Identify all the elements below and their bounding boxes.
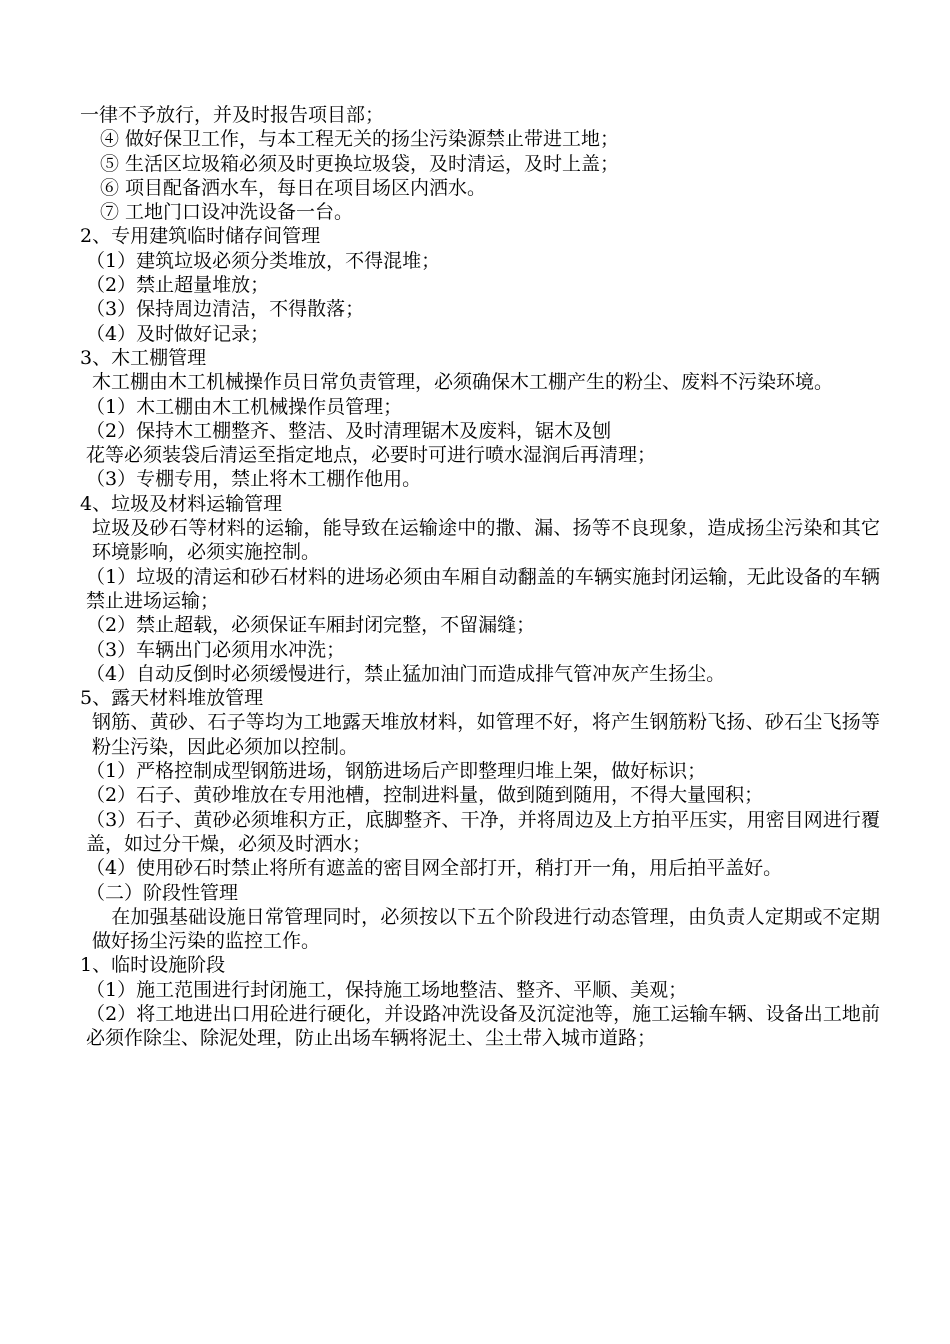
section-line: 4、垃圾及材料运输管理 [80, 492, 283, 515]
paragraph-line: ⑦ 工地门口设冲洗设备一台。 [100, 201, 354, 224]
paragraph-line: 木工棚由木工机械操作员日常负责管理，必须确保木工棚产生的粉尘、废料不污染环境。 [92, 371, 834, 394]
section-line: 1、临时设施阶段 [80, 954, 226, 977]
section-line: 2、专用建筑临时储存间管理 [80, 225, 321, 248]
section-line: 一律不予放行，并及时报告项目部； [80, 104, 385, 126]
paragraph-line: （3）保持周边清洁，不得散落； [86, 298, 365, 321]
paragraph-line: （2）禁止超量堆放； [86, 274, 270, 297]
paragraph-line: （4）使用砂石时禁止将所有遮盖的密目网全部打开，稍打开一角，用后拍平盖好。 [86, 857, 783, 880]
section-line: 5、露天材料堆放管理 [80, 687, 264, 710]
paragraph-line: （1）木工棚由木工机械操作员管理； [86, 395, 403, 418]
paragraph-line: （4）自动反倒时必须缓慢进行，禁止猛加油门而造成排气管冲灰产生扬尘。 [86, 662, 726, 685]
paragraph-line: 花等必须装袋后清运至指定地点，必要时可进行喷水湿润后再清理； [86, 444, 657, 467]
paragraph-line: （4）及时做好记录； [86, 322, 270, 345]
paragraph-line: （1）垃圾的清运和砂石材料的进场必须由车厢自动翻盖的车辆实施封闭运输，无此设备的车辆禁止进场运输； [86, 565, 880, 612]
paragraph-line: ④ 做好保卫工作，与本工程无关的扬尘污染源禁止带进工地； [100, 128, 620, 151]
paragraph-line: ⑥ 项目配备洒水车，每日在项目场区内洒水。 [100, 176, 487, 199]
paragraph-line: （3）专棚专用，禁止将木工棚作他用。 [86, 468, 422, 491]
section-line: 3、木工棚管理 [80, 346, 207, 369]
paragraph-line: ⑤ 生活区垃圾箱必须及时更换垃圾袋，及时清运，及时上盖； [100, 152, 620, 175]
document-page [80, 103, 880, 1051]
paragraph-line: （1）严格控制成型钢筋进场，钢筋进场后产即整理归堆上架，做好标识； [86, 760, 707, 783]
paragraph-line: （2）石子、黄砂堆放在专用池槽，控制进料量，做到随到随用，不得大量囤积； [86, 784, 764, 807]
paragraph-line: （3）石子、黄砂必须堆积方正，底脚整齐、干净，并将周边及上方拍平压实，用密目网进行覆盖，如过分干燥，必须及时洒水； [86, 808, 880, 855]
paragraph-line: （2）将工地进出口用砼进行硬化，并设路冲洗设备及沉淀池等，施工运输车辆、设备出工地前必须作除尘、除泥处理，防止出场车辆将泥土、尘土带入城市道路； [86, 1002, 880, 1050]
paragraph-line: （2）保持木工棚整齐、整洁、及时清理锯木及废料，锯木及刨 [86, 419, 612, 442]
paragraph-line: （2）禁止超载，必须保证车厢封闭完整，不留漏缝； [86, 614, 536, 637]
paragraph-line: （1）施工范围进行封闭施工，保持施工场地整洁、整齐、平顺、美观； [86, 978, 688, 1001]
paragraph-line: （3）车辆出门必须用水冲洗； [86, 638, 346, 661]
paragraph-line: （二）阶段性管理 [86, 881, 239, 904]
paragraph-line: 钢筋、黄砂、石子等均为工地露天堆放材料，如管理不好，将产生钢筋粉飞扬、砂石尘飞扬等粉尘污染，因此必须加以控制。 [92, 711, 880, 758]
paragraph-line: 垃圾及砂石等材料的运输，能导致在运输途中的撒、漏、扬等不良现象，造成扬尘污染和其它环境影响，必须实施控制。 [92, 517, 880, 564]
paragraph-line: 在加强基础设施日常管理同时，必须按以下五个阶段进行动态管理，由负责人定期或不定期做好扬尘污染的监控工作。 [92, 905, 880, 953]
paragraph-line: （1）建筑垃圾必须分类堆放，不得混堆； [86, 249, 441, 272]
